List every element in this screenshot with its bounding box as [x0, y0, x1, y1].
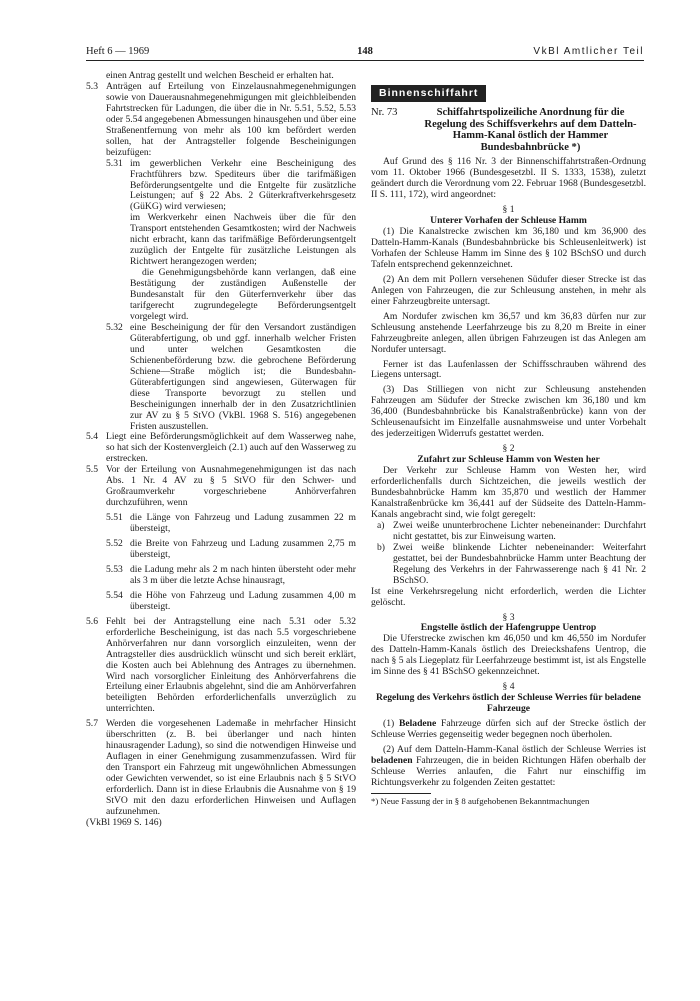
paragraph-3-title: Engstelle östlich der Hafengruppe Uentrop — [420, 622, 597, 634]
paragraph-1-number: § 1 — [502, 204, 515, 216]
paragraph-4-1: (1) Beladene Fahrzeuge dürfen sich auf der Strecke östlich der Schleuse Werries gegenseitig weder begegnen noch überholen. — [371, 718, 646, 741]
paragraph-2-number: § 2 — [502, 443, 515, 455]
rule-item-b: b) Zwei weiße blinkende Lichter nebeneinander: Weiterfahrt gestattet, bei der Bundesbahnbrücke Hamm unter Beachtung der Regelung des Verkehrs in der Fahrwasserenge nach § 41 Nr. 2 BSchSO. — [377, 541, 646, 586]
section-5-54: 5.54 die Höhe von Fahrzeug und Ladung zusammen 4,00 m übersteigt. — [106, 589, 356, 612]
section-5-31-c: die Genehmigungsbehörde kann verlangen, daß eine Bestätigung der zuständigen Außenstelle der Bundesanstalt für den Güterfernverkehr über das tarifgerecht zugrundegelegte Beförderungsentgelt vorgelegt wird. — [130, 267, 356, 322]
right-column: Binnenschiffahrt Nr. 73 Schiffahrtspolizeiliche Anordnung für die Regelung des Schiffsverkehrs auf dem Datteln-Hamm-Kanal östlich der Hammer Bundesbahnbrücke *) Auf Grund des § 116 Nr. 3 der Binnenschiffahrtstraßen-Ordnung vom 11. Oktober 1966 (Bundesgesetzbl. II S. 1333, 1538), zuletzt geändert durch die Verordnung vom 22. Februar 1968 (Bundesgesetzbl. II S. 111, 172), wird angeordnet: § 1 Unterer Vorhafen der Schleuse Hamm (1) Die Kanalstrecke zwischen km 36,180 und km 36,900 des Datteln-Hamm-Kanals (Bundesbahnbrücke bis Schleusenleitwerk) ist Vorhafen der Schleuse Hamm im Sinne des § 102 BSchSO und durch Tafeln entsprechend gekennzeichnet. (2) An dem mit Pollern versehenen Südufer dieser Strecke ist das Anlegen von Fahrzeugen, die zur Schleusung anstehen, in mehr als einer Fahrzeugbreite untersagt. Am Nordufer zwischen km 36,57 und km 36,83 dürfen nur zur Schleusung anstehende Leerfahrzeuge bis zu 8,20 m Breite in einer Fahrzeugbreite anlegen, allen übrigen Fahrzeugen ist das Anlegen am Nordufer untersagt. Ferner ist das Laufenlassen der Schiffsschrauben während des Liegens untersagt. (3) Das Stilliegen von nicht zur Schleusung anstehenden Fahrzeugen am Südufer der Strecke zwischen km 36,180 und km 36,400 (Bundesbahnbrücke bis Kanalstraßenbrücke) kann von der Schleusenaufsicht im Einzelfalle ausnahmsweise und unter Vorbehalt des jederzeitigen Widerrufs gestattet werden. § 2 Zufahrt zur Schleuse Hamm von Westen her Der Verkehr zur Schleuse Hamm von Westen her, wird erforderlichenfalls durch Sichtzeichen, die jeweils westlich der Bundesbahnbrücke Hamm km 35,870 und westlich der Hammer Kanalstraßenbrücke km 36,441 auf der Südseite des Datteln-Hamm-Kanals angebracht sind, wie folgt geregelt: a) Zwei weiße ununterbrochene Lichter nebeneinander: Durchfahrt nicht gestattet, bis zur Einweisung warten. b) Zwei weiße blinkende Lichter nebeneinander: Weiterfahrt gestattet, bei der Bundesbahnbrücke Hamm unter Beachtung der Regelung des Verkehrs in der Fahrwasserenge nach § 41 Nr. 2 BSchSO. Ist eine Verkehrsregelung nicht erforderlich, werden die Lichter gelöscht. § 3 Engstelle östlich der Hafengruppe Uentrop Die Uferstrecke zwischen km 46,050 und km 46,550 im Nordufer des Datteln-Hamm-Kanals östlich des Dreieckshafens Uentrop, die nach § 5 als Liegeplatz für Leerfahrzeuge bestimmt ist, ist als Engstelle im Sinne des § 41 BSchSO gekennzeichnet. § 4 Regelung des Verkehrs östlich der Schleuse Werries für beladene Fahrzeuge (1) Beladene Fahrzeuge dürfen sich auf der Strecke östlich der Schleuse Werries gegenseitig weder begegnen noch überholen. (2) Auf dem Datteln-Hamm-Kanal östlich der Schleuse Werries ist beladenen Fahrzeugen, die in beiden Richtungen Häfen oberhalb der Schleuse Werries anlaufen, die Fahrt nur einschiffig im Richtungsverkehr zu folgenden Zeiten gestattet: *) Neue Fassung der in § 8 aufgehobenen Bekanntmachungen — [371, 87, 646, 806]
section-5-4: 5.4 Liegt eine Beförderungsmöglichkeit auf dem Wasserweg nahe, so hat sich der Kostenvergleich (2.1) auch auf den Wasserweg zu erstrecken. — [86, 431, 356, 465]
article-number: Nr. 73 — [371, 106, 398, 118]
paragraph-2-title: Zufahrt zur Schleuse Hamm von Westen her — [417, 454, 600, 466]
paragraph-4-number: § 4 — [502, 681, 515, 693]
section-5-53: 5.53 die Ladung mehr als 2 m nach hinten übersteht oder mehr als 3 m über die letzte Achse hinausragt, — [106, 563, 356, 586]
section-5-31: 5.31 im gewerblichen Verkehr eine Bescheinigung des Frachtführers bzw. Spediteurs über die tarifmäßigen Beförderungsentgelte und die Entgelte für zusätzliche Leistungen; auf § 22 Abs. 2 Güterkraftverkehrsgesetz (GüKG) wird verwiesen; — [106, 157, 356, 213]
publication-title: VkBl Amtlicher Teil — [533, 46, 644, 57]
paragraph-1-title: Unterer Vorhafen der Schleuse Hamm — [430, 215, 587, 227]
intro-text: einen Antrag gestellt und welchen Bescheid er erhalten hat. — [106, 70, 334, 81]
rule-item-a: a) Zwei weiße ununterbrochene Lichter nebeneinander: Durchfahrt nicht gestattet, bis zur Einweisung warten. — [377, 519, 646, 542]
section-5-32: 5.32 eine Bescheinigung der für den Versandort zuständigen Güterabfertigung, ob und ggf. innerhalb welcher Fristen und unter welchen Gesamtkosten die Schienenbeförderung bzw. die gebrochene Beförderung Schiene—Straße möglich ist; die Bundesbahn-Güterabfertigungen sind angewiesen, Güterwagen für diese Transporte bevorzugt zu stellen und Bescheinigungen innerhalb der in den Zusatzrichtlinien zur AV zu § 5 StVO (VkBl. 1968 S. 516) angegebenen Fristen auszustellen. — [106, 321, 356, 432]
page-number: 148 — [357, 46, 373, 57]
article-heading — [371, 107, 646, 153]
paragraph-4-title: Regelung des Verkehrs östlich der Schleuse Werries für beladene Fahrzeuge — [376, 692, 641, 715]
section-5-51: 5.51 die Länge von Fahrzeug und Ladung zusammen 22 m übersteigt, — [106, 512, 356, 535]
section-5-31-b: im Werkverkehr einen Nachweis über die für den Transport entstehenden Gesamtkosten; wird der Nachweis nicht erbracht, kann das tarifmäßige Beförderungsentgelt zuzüglich der Entgelte für zusätzliche Leistungen als Richtwert herangezogen werden; — [130, 212, 356, 268]
page-header — [86, 46, 644, 60]
section-5-3: 5.3 Anträgen auf Erteilung von Einzelausnahmegenehmigungen sowie von Dauerausnahmegenehmigungen mit gleichbleibenden Fahrtstrecken für Ladungen, die über die in Nr. 5.51, 5.52, 5.53 oder 5.54 angegebenen Abmessungen hinausgehen und über eine Straßenentfernung von mehr als 100 km befördert werden sollen, hat der Antragsteller folgende Bescheinigungen beizufügen: — [86, 80, 356, 158]
article-title: Schiffahrtspolizeiliche Anordnung für die Regelung des Schiffsverkehrs auf dem Datteln-Hamm-Kanal östlich der Hammer Bundesbahnbrücke *) — [424, 106, 637, 153]
footnote-rule — [371, 793, 431, 794]
issue-label: Heft 6 — 1969 — [86, 46, 150, 57]
section-banner: Binnenschiffahrt — [371, 85, 486, 102]
paragraph-4-2: (2) Auf dem Datteln-Hamm-Kanal östlich der Schleuse Werries ist beladenen Fahrzeugen, die in beiden Richtungen Häfen oberhalb der Schleuse Werries anlaufen, die Fahrt nur einschiffig im Richtungsverkehr zu folgenden Zeiten gestattet: — [371, 743, 646, 788]
section-5-5: 5.5 Vor der Erteilung von Ausnahmegenehmigungen ist das nach Abs. 1 Nr. 4 AV zu § 5 StVO für den Schwer- und Großraumverkehr vorgeschriebene Anhörverfahren durchzuführen, wenn — [86, 464, 356, 509]
section-5-7: 5.7 Werden die vorgesehenen Lademaße in mehrfacher Hinsicht überschritten (z. B. bei überlanger und nach hinten hinausragender Ladung), so sind die notwendigen Hinweise und Auflagen in einer Genehmigung zusammenzufassen. Wird für den Transport ein Fahrzeug mit ungewöhnlichen Abmessungen oder Gewichten verwendet, so ist eine Erlaubnis nach § 5 StVO erforderlich. Dann ist in diese Erlaubnis die Ausnahme von § 19 StVO mit den dazu erforderlichen Hinweisen und Auflagen aufzunehmen. — [86, 718, 356, 817]
section-5-6: 5.6 Fehlt bei der Antragstellung eine nach 5.31 oder 5.32 erforderliche Bescheinigung, ist das nach 5.5 vorgeschriebene Anhörverfahren nur dann vorsorglich einzuleiten, wenn der Antragsteller dies ausdrücklich wünscht und sich bereit erklärt, die Kosten auch bei Ablehnung des Antrages zu übernehmen. Wird nach vorsorglicher Einleitung des Anhörverfahrens die Erteilung einer Erlaubnis abgelehnt, sind die am Anhörverfahren beteiligten Behörden erforderlichenfalls unverzüglich zu unterrichten. — [86, 615, 356, 715]
left-column — [86, 71, 356, 829]
footnote: *) Neue Fassung der in § 8 aufgehobenen Bekanntmachungen — [371, 795, 590, 806]
paragraph-3-number: § 3 — [502, 611, 515, 623]
source-reference: (VkBl 1969 S. 146) — [86, 816, 162, 828]
header-rule — [86, 60, 644, 61]
preamble: Auf Grund des § 116 Nr. 3 der Binnenschiffahrtstraßen-Ordnung vom 11. Oktober 1966 (Bundesgesetzbl. II S. 1333, 1538), zuletzt geändert durch die Verordnung vom 22. Februar 1968 (Bundesgesetzbl. II S. 111, 172), wird angeordnet: — [371, 156, 646, 201]
section-5-52: 5.52 die Breite von Fahrzeug und Ladung zusammen 2,75 m übersteigt, — [106, 538, 356, 560]
